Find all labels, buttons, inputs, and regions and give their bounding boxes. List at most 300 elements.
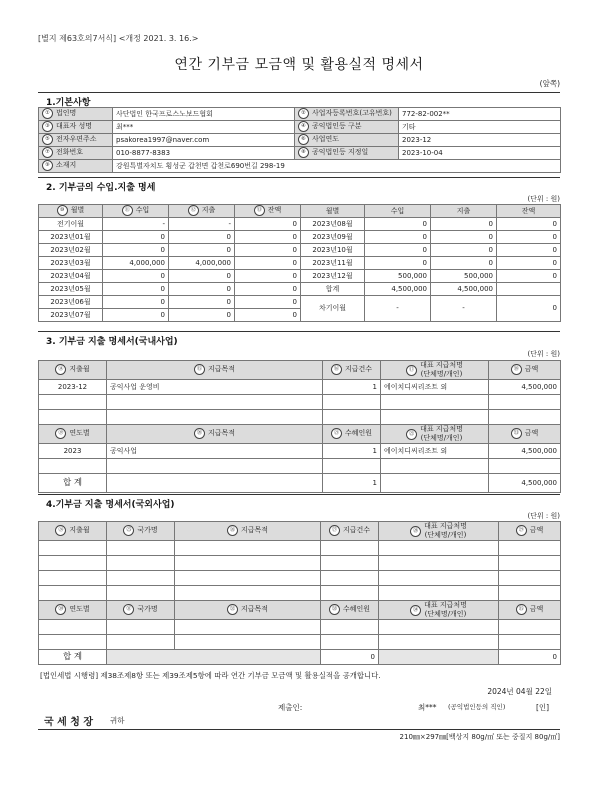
amount-cell: 0 <box>103 270 169 283</box>
column-header <box>381 361 489 380</box>
table-row <box>39 257 561 270</box>
empty-row <box>39 459 561 474</box>
header-label: 지출 <box>201 206 216 215</box>
field-number: ① <box>42 108 53 119</box>
field-number: ⑥ <box>298 134 309 145</box>
empty-cell <box>379 635 499 650</box>
month-cell: 2023년05월 <box>39 283 103 296</box>
empty-cell <box>489 410 561 425</box>
table-row <box>39 270 561 283</box>
field-number: ② <box>298 108 309 119</box>
amount-cell: 4,500,000 <box>431 283 497 296</box>
total-count: 1 <box>323 474 381 493</box>
empty-cell <box>175 635 321 650</box>
submitter-note: (공익법인등의 직인) <box>448 703 506 711</box>
info-label <box>39 134 113 147</box>
column-header <box>379 522 499 541</box>
domestic-expense-table <box>38 360 561 493</box>
field-number: ㉜ <box>227 604 238 615</box>
field-number: ㉘ <box>410 526 421 537</box>
amount-cell: 0 <box>497 231 561 244</box>
field-number: ③ <box>42 121 53 132</box>
field-number: ㉕ <box>123 525 134 536</box>
month-cell: 2023년04월 <box>39 270 103 283</box>
amount-cell: 500,000 <box>431 270 497 283</box>
amount-cell: 0 <box>103 244 169 257</box>
empty-cell <box>175 620 321 635</box>
amount-cell: 0 <box>169 283 235 296</box>
empty-cell <box>39 571 107 586</box>
empty-cell <box>107 650 321 665</box>
column-header <box>489 425 561 444</box>
info-label <box>295 147 399 160</box>
empty-cell <box>107 586 175 601</box>
amount-cell: 0 <box>169 244 235 257</box>
month-cell: 2023년03월 <box>39 257 103 270</box>
section3-unit: (단위 : 원) <box>527 350 560 358</box>
header-label: 사업자등록번호(고유번호) <box>312 109 392 118</box>
month-cell: 전기이월 <box>39 218 103 231</box>
office-name: 국 세 청 장 <box>44 717 94 728</box>
field-number: ㉒ <box>406 429 417 440</box>
purpose-cell: 공익사업 운영비 <box>107 380 323 395</box>
amount-cell: 0 <box>497 244 561 257</box>
section-divider <box>38 92 560 93</box>
basic-info-table <box>38 107 561 173</box>
amount-cell: 0 <box>169 309 235 322</box>
table-row <box>39 380 561 395</box>
column-header <box>39 205 103 218</box>
column-header <box>103 205 169 218</box>
income-expense-table <box>38 204 561 322</box>
empty-cell <box>379 620 499 635</box>
empty-cell <box>107 395 323 410</box>
table-header-row <box>39 601 561 620</box>
empty-row <box>39 395 561 410</box>
legal-notice: [법인세법 시행령] 제38조제8항 또는 제39조제5항에 따라 연간 기부금 모금액 및 활용실적을 공개합니다. <box>40 671 381 680</box>
header-label: 대표 지급처명 (단체명/개인) <box>424 522 467 539</box>
table-header-row <box>39 425 561 444</box>
info-value: psakorea1997@naver.com <box>113 134 295 147</box>
section-divider <box>38 494 560 495</box>
column-header <box>321 522 379 541</box>
amount-cell: 0 <box>235 270 301 283</box>
field-number: ㉞ <box>410 605 421 616</box>
empty-cell <box>107 474 323 493</box>
header-label: 지급건수 <box>342 526 371 535</box>
column-header: 월별 <box>301 205 365 218</box>
field-number: ㉙ <box>516 525 527 536</box>
amount-cell: 0 <box>235 309 301 322</box>
header-label: 월별 <box>70 206 85 215</box>
header-label: 지급목적 <box>240 605 269 614</box>
total-label: 합 계 <box>39 474 107 493</box>
field-number: ⑰ <box>406 365 417 376</box>
empty-cell <box>499 620 561 635</box>
carry-expense: - <box>431 296 497 322</box>
amount-cell: - <box>103 218 169 231</box>
field-number: ㉟ <box>516 604 527 615</box>
info-label <box>39 108 113 121</box>
header-label: 지급목적 <box>207 429 236 438</box>
field-number: ㉝ <box>329 604 340 615</box>
column-header <box>107 601 175 620</box>
total-row <box>39 650 561 665</box>
column-header: 지출 <box>431 205 497 218</box>
table-row <box>39 244 561 257</box>
empty-row <box>39 635 561 650</box>
column-header <box>107 522 175 541</box>
empty-cell <box>381 459 489 474</box>
field-number: ④ <box>298 121 309 132</box>
month-cell: 2023년09월 <box>301 231 365 244</box>
empty-row <box>39 410 561 425</box>
header-label: 공익법인등 구분 <box>312 122 362 131</box>
header-label: 소재지 <box>56 161 77 170</box>
amount-cell: 0 <box>235 244 301 257</box>
empty-cell <box>321 541 379 556</box>
empty-row <box>39 541 561 556</box>
info-value: 010-8877-8383 <box>113 147 295 160</box>
empty-cell <box>489 395 561 410</box>
column-header: 수입 <box>365 205 431 218</box>
column-header <box>107 425 323 444</box>
info-row <box>39 134 561 147</box>
people-cell: 1 <box>323 444 381 459</box>
header-label: 대표 지급처명 (단체명/개인) <box>424 601 467 618</box>
footer-divider <box>38 729 560 730</box>
year-cell: 2023 <box>39 444 107 459</box>
empty-cell <box>321 635 379 650</box>
header-label: 금액 <box>524 365 539 374</box>
empty-cell <box>323 459 381 474</box>
field-number: ⑦ <box>42 147 53 158</box>
field-number: ⑭ <box>55 364 66 375</box>
header-label: 금액 <box>529 526 544 535</box>
info-value: 772-82-002** <box>399 108 561 121</box>
total-amount: 0 <box>499 650 561 665</box>
table-row <box>39 231 561 244</box>
page-title: 연간 기부금 모금액 및 활용실적 명세서 <box>174 57 424 73</box>
field-number: ⑨ <box>42 160 53 171</box>
month-cell: 합계 <box>301 283 365 296</box>
carry-income: - <box>365 296 431 322</box>
submitter-name: 최*** <box>418 703 437 712</box>
header-label: 금액 <box>524 429 539 438</box>
column-header <box>323 361 381 380</box>
field-number: ㉓ <box>511 428 522 439</box>
empty-cell <box>381 410 489 425</box>
empty-cell <box>107 620 175 635</box>
table-header-row <box>39 205 561 218</box>
section-divider <box>38 177 560 178</box>
amount-cell: 0 <box>103 231 169 244</box>
info-row <box>39 121 561 134</box>
field-number: ⑮ <box>194 364 205 375</box>
month-cell: 2023년11월 <box>301 257 365 270</box>
field-number: ⑪ <box>122 205 133 216</box>
amount-cell: 0 <box>235 218 301 231</box>
empty-cell <box>381 395 489 410</box>
total-people: 0 <box>321 650 379 665</box>
empty-row <box>39 571 561 586</box>
total-row <box>39 474 561 493</box>
section2-unit: (단위 : 원) <box>527 195 560 203</box>
section4-unit: (단위 : 원) <box>527 512 560 520</box>
header-label: 금액 <box>529 605 544 614</box>
header-label: 전자우편주소 <box>56 135 97 144</box>
empty-cell <box>39 635 107 650</box>
field-number: ㉑ <box>331 428 342 439</box>
amount-cell: 0 <box>365 257 431 270</box>
empty-cell <box>107 571 175 586</box>
amount-cell: 4,000,000 <box>103 257 169 270</box>
empty-cell <box>321 620 379 635</box>
amount-cell: 0 <box>431 244 497 257</box>
month-cell: 2023-12 <box>39 380 107 395</box>
empty-cell <box>39 541 107 556</box>
empty-cell <box>175 556 321 571</box>
field-number: ⑯ <box>331 364 342 375</box>
empty-cell <box>321 571 379 586</box>
amount-cell: 4,500,000 <box>489 380 561 395</box>
empty-cell <box>499 571 561 586</box>
overseas-expense-table <box>38 521 561 665</box>
info-label <box>295 121 399 134</box>
column-header <box>39 361 107 380</box>
empty-cell <box>489 459 561 474</box>
amount-cell: 0 <box>431 231 497 244</box>
empty-cell <box>379 541 499 556</box>
carry-balance: 0 <box>497 296 561 322</box>
table-row <box>39 218 561 231</box>
payee-cell: 에이치디씨리조트 외 <box>381 444 489 459</box>
column-header <box>379 601 499 620</box>
amount-cell: 0 <box>103 296 169 309</box>
column-header: 잔액 <box>497 205 561 218</box>
amount-cell: 0 <box>365 244 431 257</box>
count-cell: 1 <box>323 380 381 395</box>
amount-cell: 0 <box>235 231 301 244</box>
seal-mark: [인] <box>536 703 550 712</box>
header-label: 잔액 <box>267 206 282 215</box>
header-label: 국가명 <box>137 526 158 535</box>
field-number: ⑤ <box>42 134 53 145</box>
amount-cell: 0 <box>365 231 431 244</box>
amount-cell: 0 <box>235 283 301 296</box>
section3-title: 3. 기부금 지출 명세서(국내사업) <box>46 337 178 347</box>
amount-cell: 500,000 <box>365 270 431 283</box>
empty-cell <box>321 586 379 601</box>
empty-cell <box>381 474 489 493</box>
amount-cell: 0 <box>431 218 497 231</box>
field-number: ⑩ <box>57 205 68 216</box>
empty-cell <box>323 410 381 425</box>
amount-cell: 4,000,000 <box>169 257 235 270</box>
header-label: 법인명 <box>56 109 77 118</box>
empty-cell <box>39 395 107 410</box>
section2-title: 2. 기부금의 수입.지출 명세 <box>46 183 156 193</box>
header-label: 수입 <box>135 206 150 215</box>
empty-cell <box>107 541 175 556</box>
column-header <box>235 205 301 218</box>
purpose-cell: 공익사업 <box>107 444 323 459</box>
column-header <box>489 361 561 380</box>
empty-row <box>39 556 561 571</box>
header-label: 지급목적 <box>207 365 236 374</box>
amount-cell: 0 <box>235 257 301 270</box>
field-number: ⑲ <box>55 428 66 439</box>
empty-cell <box>107 635 175 650</box>
column-header <box>39 522 107 541</box>
table-row <box>39 283 561 296</box>
header-label: 지출월 <box>69 365 90 374</box>
field-number: ㉖ <box>227 525 238 536</box>
month-cell: 2023년07월 <box>39 309 103 322</box>
amount-cell: 4,500,000 <box>489 444 561 459</box>
column-header <box>321 601 379 620</box>
empty-cell <box>39 620 107 635</box>
field-number: ⑱ <box>511 364 522 375</box>
empty-cell <box>39 459 107 474</box>
header-label: 사업연도 <box>312 135 340 144</box>
amount-cell: 0 <box>235 296 301 309</box>
info-label <box>39 147 113 160</box>
payee-cell: 에이치디씨리조트 외 <box>381 380 489 395</box>
total-label: 합 계 <box>39 650 107 665</box>
empty-cell <box>379 650 499 665</box>
empty-row <box>39 620 561 635</box>
amount-cell: 0 <box>497 257 561 270</box>
address-value: 강원특별자치도 횡성군 갑천면 갑천로690번길 298-19 <box>113 160 561 173</box>
header-label: 연도별 <box>69 429 90 438</box>
info-label <box>39 121 113 134</box>
form-number: [별지 제63호의7서식] <개정 2021. 3. 16.> <box>38 34 199 43</box>
paper-spec: 210㎜×297㎜[백상지 80g/㎡ 또는 중질지 80g/㎡] <box>399 733 560 741</box>
amount-cell: 0 <box>103 309 169 322</box>
info-row <box>39 108 561 121</box>
amount-cell: - <box>169 218 235 231</box>
section1-title: 1.기본사항 <box>46 98 91 108</box>
empty-cell <box>323 395 381 410</box>
empty-cell <box>107 410 323 425</box>
field-number: ㉚ <box>55 604 66 615</box>
info-label <box>39 160 113 173</box>
carry-label: 차기이월 <box>301 296 365 322</box>
info-value: 2023-12 <box>399 134 561 147</box>
empty-cell <box>499 586 561 601</box>
column-header <box>499 522 561 541</box>
page-side-label: (앞쪽) <box>539 79 560 88</box>
info-value: 사단법인 한국프로스노보드협회 <box>113 108 295 121</box>
column-header <box>169 205 235 218</box>
empty-cell <box>499 556 561 571</box>
header-label: 공익법인등 지정일 <box>312 148 369 157</box>
amount-cell: 0 <box>169 270 235 283</box>
header-label: 수혜인원 <box>342 605 371 614</box>
column-header <box>175 522 321 541</box>
info-value: 2023-10-04 <box>399 147 561 160</box>
header-label: 연도별 <box>69 605 90 614</box>
header-label: 지출월 <box>69 526 90 535</box>
header-label: 지급목적 <box>240 526 269 535</box>
header-label: 전화번호 <box>56 148 84 157</box>
empty-cell <box>379 571 499 586</box>
empty-row <box>39 586 561 601</box>
submitter-label: 제출인: <box>278 703 303 712</box>
column-header <box>323 425 381 444</box>
empty-cell <box>175 586 321 601</box>
field-number: ⑫ <box>188 205 199 216</box>
amount-cell <box>497 283 561 296</box>
amount-cell: 0 <box>365 218 431 231</box>
month-cell: 2023년01월 <box>39 231 103 244</box>
table-header-row <box>39 361 561 380</box>
info-row <box>39 147 561 160</box>
amount-cell: 0 <box>103 283 169 296</box>
column-header <box>39 425 107 444</box>
info-label <box>295 108 399 121</box>
empty-cell <box>107 459 323 474</box>
header-label: 지급건수 <box>344 365 373 374</box>
header-label: 국가명 <box>137 605 158 614</box>
empty-cell <box>175 571 321 586</box>
header-label: 대표 지급처명 (단체명/개인) <box>420 425 463 442</box>
month-cell: 2023년02월 <box>39 244 103 257</box>
amount-cell: 0 <box>431 257 497 270</box>
amount-cell: 0 <box>169 231 235 244</box>
column-header <box>381 425 489 444</box>
empty-cell <box>379 556 499 571</box>
month-cell: 2023년10월 <box>301 244 365 257</box>
header-label: 대표자 성명 <box>56 122 93 131</box>
section4-title: 4.기부금 지출 명세서(국외사업) <box>46 500 175 510</box>
empty-cell <box>499 541 561 556</box>
column-header <box>39 601 107 620</box>
field-number: ㉛ <box>123 604 134 615</box>
month-cell: 2023년08월 <box>301 218 365 231</box>
table-row <box>39 296 561 309</box>
table-header-row <box>39 522 561 541</box>
table-row <box>39 444 561 459</box>
office-honorific: 귀하 <box>110 716 125 725</box>
column-header <box>107 361 323 380</box>
empty-cell <box>39 586 107 601</box>
field-number: ㉗ <box>329 525 340 536</box>
column-header <box>175 601 321 620</box>
info-row <box>39 160 561 173</box>
amount-cell: 0 <box>497 270 561 283</box>
total-amount: 4,500,000 <box>489 474 561 493</box>
empty-cell <box>175 541 321 556</box>
header-label: 대표 지급처명 (단체명/개인) <box>420 361 463 378</box>
empty-cell <box>107 556 175 571</box>
empty-cell <box>39 410 107 425</box>
field-number: ⑧ <box>298 147 309 158</box>
field-number: ⑳ <box>194 428 205 439</box>
amount-cell: 0 <box>497 218 561 231</box>
column-header <box>499 601 561 620</box>
empty-cell <box>39 556 107 571</box>
amount-cell: 0 <box>169 296 235 309</box>
month-cell: 2023년06월 <box>39 296 103 309</box>
header-label: 수혜인원 <box>344 429 373 438</box>
field-number: ㉔ <box>55 525 66 536</box>
info-value: 최*** <box>113 121 295 134</box>
field-number: ⑬ <box>254 205 265 216</box>
info-label <box>295 134 399 147</box>
submit-date: 2024년 04월 22일 <box>487 687 552 696</box>
